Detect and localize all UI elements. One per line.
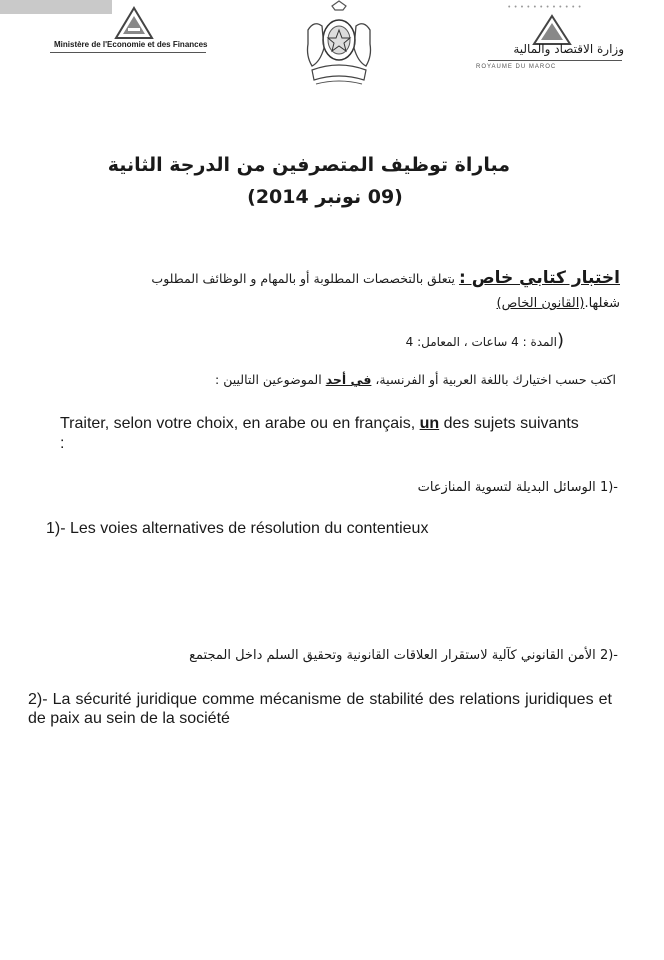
- header-rule-right: [488, 60, 622, 61]
- exam-type-line: [151, 268, 620, 288]
- instructions-fr: [60, 414, 580, 454]
- subject-1-number: 1)-: [599, 480, 618, 495]
- subject-2-fr: 2)- La sécurité juridique comme mécanisme de stabilité des relations juridiques et de paix au sein de la société: [28, 691, 612, 727]
- instructions-ar-before: اكتب حسب اختيارك باللغة العربية أو الفرنسية،: [371, 372, 616, 387]
- ministry-triangle-logo-icon: [114, 6, 154, 42]
- exam-law: (القانون الخاص): [496, 296, 585, 311]
- subject-1-ar: [418, 480, 618, 495]
- instructions-ar-one: في أحد: [325, 372, 372, 387]
- instructions-fr-before: Traiter, selon votre choix, en arabe ou en français,: [60, 415, 420, 432]
- ministry-name-fr: Ministère de l'Economie et des Finances: [54, 40, 208, 49]
- ministry-logo-left: [54, 6, 214, 66]
- header-rule-left: [50, 52, 206, 53]
- instructions-fr-un: un: [419, 415, 440, 432]
- exam-description-cont: [497, 296, 620, 311]
- exam-description: يتعلق بالتخصصات المطلوبة أو بالمهام و الوظائف المطلوب: [151, 271, 460, 286]
- subject-2-ar: [189, 648, 618, 663]
- instructions-ar: [215, 372, 616, 387]
- exam-description-cont-text: شغلها.: [584, 296, 620, 311]
- ministry-name-ar: وزارة الاقتصاد والمالية: [513, 42, 624, 56]
- exam-type-label: اختبار كتابي خاص :: [459, 268, 620, 288]
- header-dotted-text: • • • • • • • • • • • •: [508, 4, 582, 11]
- exam-duration-text: المدة : 4 ساعات ، المعامل: 4: [405, 335, 557, 349]
- ministry-subtitle: ROYAUME DU MAROC: [476, 64, 557, 70]
- subject-1-fr: 1)- Les voies alternatives de résolution du contentieux: [46, 520, 429, 537]
- subject-2-number: 2)-: [599, 648, 618, 663]
- exam-date: (09 نونبر 2014): [247, 186, 403, 208]
- subject-2-ar-text: الأمن القانوني كآلية لاستقرار العلاقات القانونية وتحقيق السلم داخل المجتمع: [189, 648, 596, 663]
- letterhead: [0, 0, 664, 110]
- exam-title: مباراة توظيف المتصرفين من الدرجة الثانية: [107, 154, 510, 176]
- instructions-fr-after: des sujets suivants :: [60, 415, 579, 452]
- instructions-ar-after: الموضوعين التاليين :: [215, 372, 326, 387]
- royal-coat-of-arms-icon: [302, 0, 376, 96]
- exam-duration: (المدة : 4 ساعات ، المعامل: 4: [405, 330, 564, 351]
- subject-1-ar-text: الوسائل البديلة لتسوية المنازعات: [417, 480, 596, 495]
